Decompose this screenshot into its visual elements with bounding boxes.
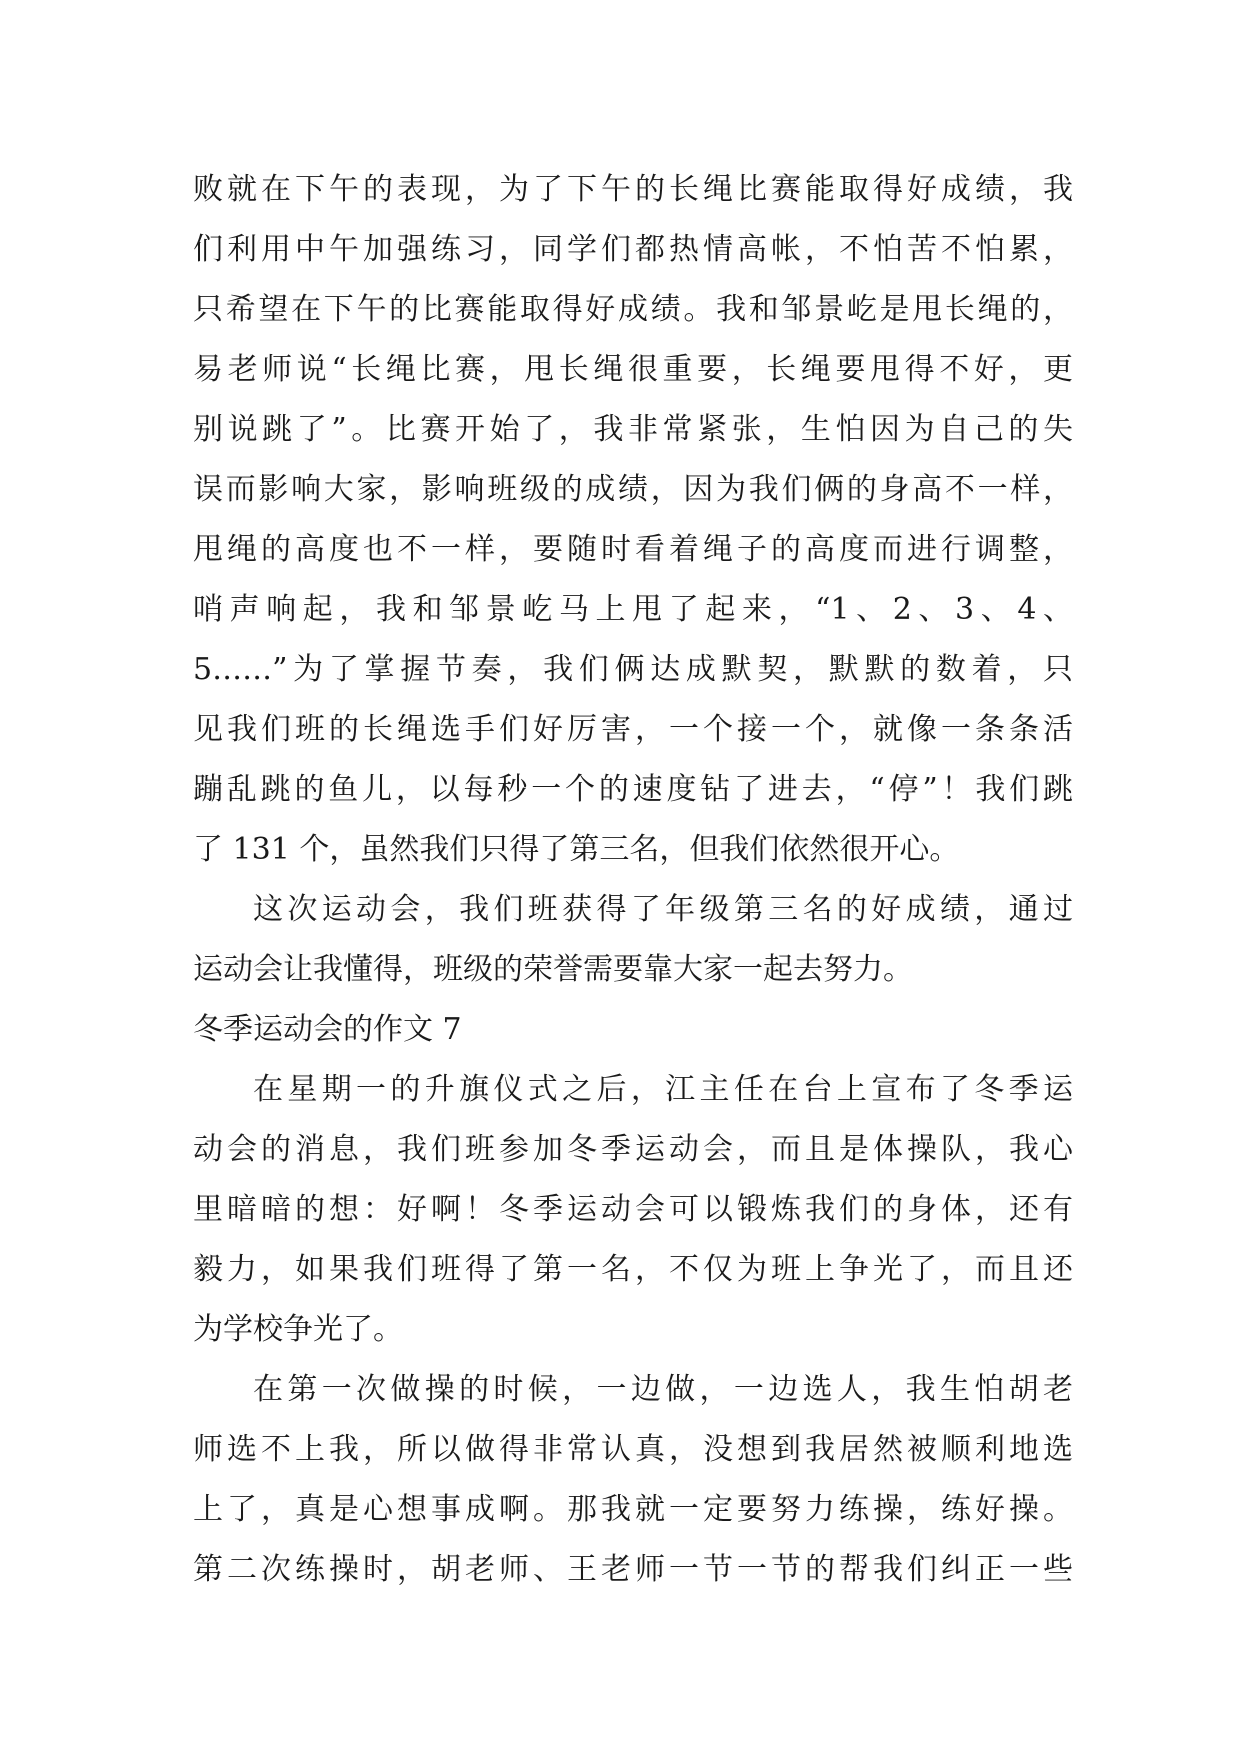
- document-body: [193, 160, 1073, 1600]
- text-line: 了 131 个，虽然我们只得了第三名，但我们依然很开心。: [193, 832, 960, 867]
- text-line: 第二次练操时，胡老师、王老师一节一节的帮我们纠正一些: [193, 1552, 1073, 1587]
- text-line: 只希望在下午的比赛能取得好成绩。我和邹景屹是甩长绳的，: [193, 292, 1073, 327]
- text-line: 5……”为了掌握节奏，我们俩达成默契，默默的数着，只: [193, 652, 1073, 687]
- text-line: 哨声响起，我和邹景屹马上甩了起来，“1、2、3、4、: [193, 592, 1073, 627]
- text-line: 上了，真是心想事成啊。那我就一定要努力练操，练好操。: [193, 1492, 1073, 1527]
- text-line: 为学校争光了。: [193, 1312, 403, 1347]
- text-line: 见我们班的长绳选手们好厉害，一个接一个，就像一条条活: [193, 712, 1073, 747]
- text-line: 败就在下午的表现，为了下午的长绳比赛能取得好成绩，我: [193, 172, 1073, 207]
- text-line: 甩绳的高度也不一样，要随时看着绳子的高度而进行调整，: [193, 532, 1073, 567]
- text-line: 别说跳了”。比赛开始了，我非常紧张，生怕因为自己的失: [193, 412, 1073, 447]
- text-line: 们利用中午加强练习，同学们都热情高帐，不怕苦不怕累，: [193, 232, 1073, 267]
- text-line: 蹦乱跳的鱼儿，以每秒一个的速度钻了进去，“停”！我们跳: [193, 772, 1073, 807]
- text-line: 里暗暗的想：好啊！冬季运动会可以锻炼我们的身体，还有: [193, 1192, 1073, 1227]
- text-line: 动会的消息，我们班参加冬季运动会，而且是体操队，我心: [193, 1132, 1073, 1167]
- text-line: 毅力，如果我们班得了第一名，不仅为班上争光了，而且还: [193, 1252, 1073, 1287]
- text-line: 误而影响大家，影响班级的成绩，因为我们俩的身高不一样，: [193, 472, 1073, 507]
- paragraph-first-line: 这次运动会，我们班获得了年级第三名的好成绩，通过: [253, 892, 1073, 927]
- paragraph-first-line: 在第一次做操的时候，一边做，一边选人，我生怕胡老: [253, 1372, 1073, 1407]
- text-line: 运动会让我懂得，班级的荣誉需要靠大家一起去努力。: [193, 952, 913, 987]
- paragraph-first-line: 在星期一的升旗仪式之后，江主任在台上宣布了冬季运: [253, 1072, 1073, 1107]
- text-line: 师选不上我，所以做得非常认真，没想到我居然被顺利地选: [193, 1432, 1073, 1467]
- section-heading: 冬季运动会的作文 7: [193, 1012, 462, 1047]
- text-line: 易老师说“长绳比赛，甩长绳很重要，长绳要甩得不好，更: [193, 352, 1073, 387]
